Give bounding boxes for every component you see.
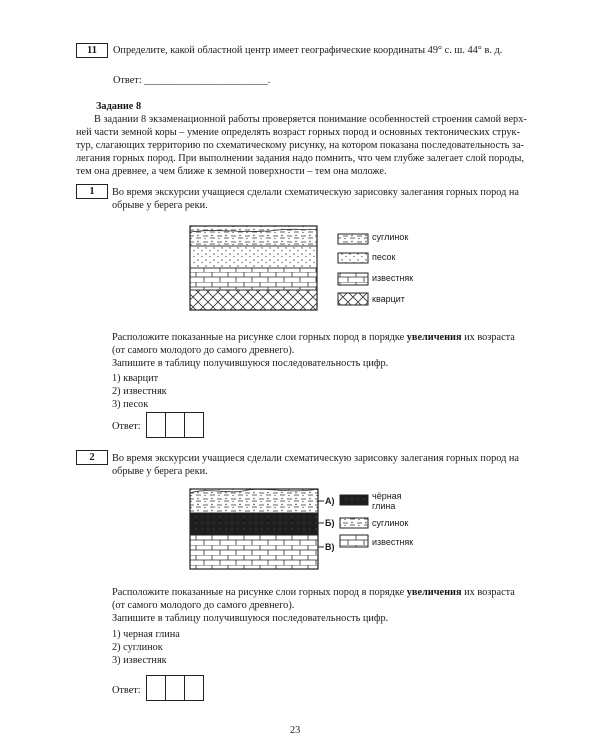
exercise-1-answer-label: Ответ: bbox=[112, 421, 141, 432]
intro-line: В задании 8 экзаменационной работы проверяется понимание особенностей строения самой верх- bbox=[94, 114, 527, 125]
limestone-layer bbox=[190, 268, 317, 290]
instr-bold: увеличения bbox=[406, 332, 462, 343]
instr-line-3: Запишите в таблицу получившуюся последовательность цифр. bbox=[112, 613, 389, 624]
answer-cell[interactable] bbox=[147, 413, 166, 437]
instr-line-2: (от самого молодого до самого древнего). bbox=[112, 600, 295, 611]
exercise-1-answer-grid[interactable] bbox=[146, 412, 204, 438]
answer-line-11[interactable]: Ответ: ________________________. bbox=[113, 75, 271, 86]
layer-label-b: Б) bbox=[325, 518, 335, 528]
legend-label-limestone-2: известняк bbox=[372, 537, 414, 547]
legend-swatch-loam bbox=[338, 234, 368, 244]
question-number-11: 11 bbox=[76, 43, 108, 58]
legend-label-quartzite: кварцит bbox=[372, 294, 405, 304]
exercise-2-answer-label: Ответ: bbox=[112, 685, 141, 696]
instr-text: Расположите показанные на рисунке слои горных пород в порядке bbox=[112, 332, 407, 343]
exercise-2-text bbox=[112, 452, 519, 478]
answer-cell[interactable] bbox=[166, 413, 185, 437]
rock-layers-diagram-1 bbox=[188, 222, 488, 322]
exercise-2-line: обрыве у берега реки. bbox=[112, 466, 208, 477]
legend-label-loam-2: суглинок bbox=[372, 518, 409, 528]
option-item: 2) известняк bbox=[112, 386, 167, 397]
layer-c-limestone bbox=[190, 535, 318, 569]
exercise-2-instructions bbox=[112, 586, 515, 625]
legend-swatch-loam-2 bbox=[340, 518, 368, 528]
option-item: 1) кварцит bbox=[112, 373, 159, 384]
exercise-2-line: Во время экскурсии учащиеся сделали схематическую зарисовку залегания горных пород на bbox=[112, 453, 519, 464]
legend-label-loam: суглинок bbox=[372, 232, 409, 242]
legend-label-limestone: известняк bbox=[372, 273, 414, 283]
legend-swatch-limestone bbox=[338, 273, 368, 285]
exercise-1-line: обрыве у берега реки. bbox=[112, 200, 208, 211]
instr-text-end: их возраста bbox=[461, 332, 515, 343]
layer-label-a: А) bbox=[325, 496, 335, 506]
instr-bold: увеличения bbox=[406, 587, 462, 598]
option-item: 2) суглинок bbox=[112, 642, 163, 653]
exercise-2-options bbox=[112, 628, 180, 667]
intro-line: легания горных пород. При выполнении задания надо помнить, что чем глубже залегает слой породы, bbox=[76, 153, 525, 164]
answer-cell[interactable] bbox=[166, 676, 185, 700]
legend-swatch-quartzite bbox=[338, 293, 368, 305]
exercise-2-answer-grid[interactable] bbox=[146, 675, 204, 701]
task-8-intro bbox=[76, 113, 531, 178]
option-item: 3) песок bbox=[112, 399, 149, 410]
legend-label-sand: песок bbox=[372, 252, 396, 262]
exercise-number-1: 1 bbox=[76, 184, 108, 199]
instr-line-2: (от самого молодого до самого древнего). bbox=[112, 345, 295, 356]
exercise-1-options bbox=[112, 372, 167, 411]
option-item: 3) известняк bbox=[112, 655, 167, 666]
exercise-1-text bbox=[112, 186, 519, 212]
exercise-1-line: Во время экскурсии учащиеся сделали схематическую зарисовку залегания горных пород на bbox=[112, 187, 519, 198]
page-number: 23 bbox=[290, 725, 301, 736]
layer-a-loam bbox=[190, 489, 318, 513]
option-item: 1) черная глина bbox=[112, 629, 180, 640]
intro-line: тем она древнее, а чем ближе к земной поверхности – тем она моложе. bbox=[76, 166, 387, 177]
sand-layer bbox=[190, 246, 317, 268]
exercise-number-2: 2 bbox=[76, 450, 108, 465]
answer-cell[interactable] bbox=[185, 413, 203, 437]
instr-line-3: Запишите в таблицу получившуюся последовательность цифр. bbox=[112, 358, 389, 369]
legend-swatch-sand bbox=[338, 253, 368, 263]
legend-label-black-clay bbox=[372, 491, 402, 511]
legend-swatch-limestone-2 bbox=[340, 535, 368, 547]
exercise-1-instructions bbox=[112, 331, 515, 370]
question-11-text: Определите, какой областной центр имеет географические координаты 49° с. ш. 44° в. д. bbox=[113, 45, 503, 56]
intro-line: тур, слагающих территорию по схематическому рисунку, на котором показана последовательность за- bbox=[76, 140, 524, 151]
answer-cell[interactable] bbox=[185, 676, 203, 700]
legend-swatch-black-clay bbox=[340, 495, 368, 505]
task-8-heading: Задание 8 bbox=[96, 101, 142, 112]
instr-text-end: их возраста bbox=[461, 587, 515, 598]
intro-line: ней части земной коры – умение определять возраст горных пород и основных тектонических струк- bbox=[76, 127, 520, 138]
legend-label-line: чёрная bbox=[372, 491, 402, 501]
layer-b-black-clay bbox=[190, 513, 318, 535]
rock-layers-diagram-2 bbox=[188, 485, 488, 573]
instr-text: Расположите показанные на рисунке слои горных пород в порядке bbox=[112, 587, 407, 598]
quartzite-layer bbox=[190, 290, 317, 310]
answer-cell[interactable] bbox=[147, 676, 166, 700]
layer-label-c: В) bbox=[325, 542, 335, 552]
legend-label-line: глина bbox=[372, 501, 396, 511]
